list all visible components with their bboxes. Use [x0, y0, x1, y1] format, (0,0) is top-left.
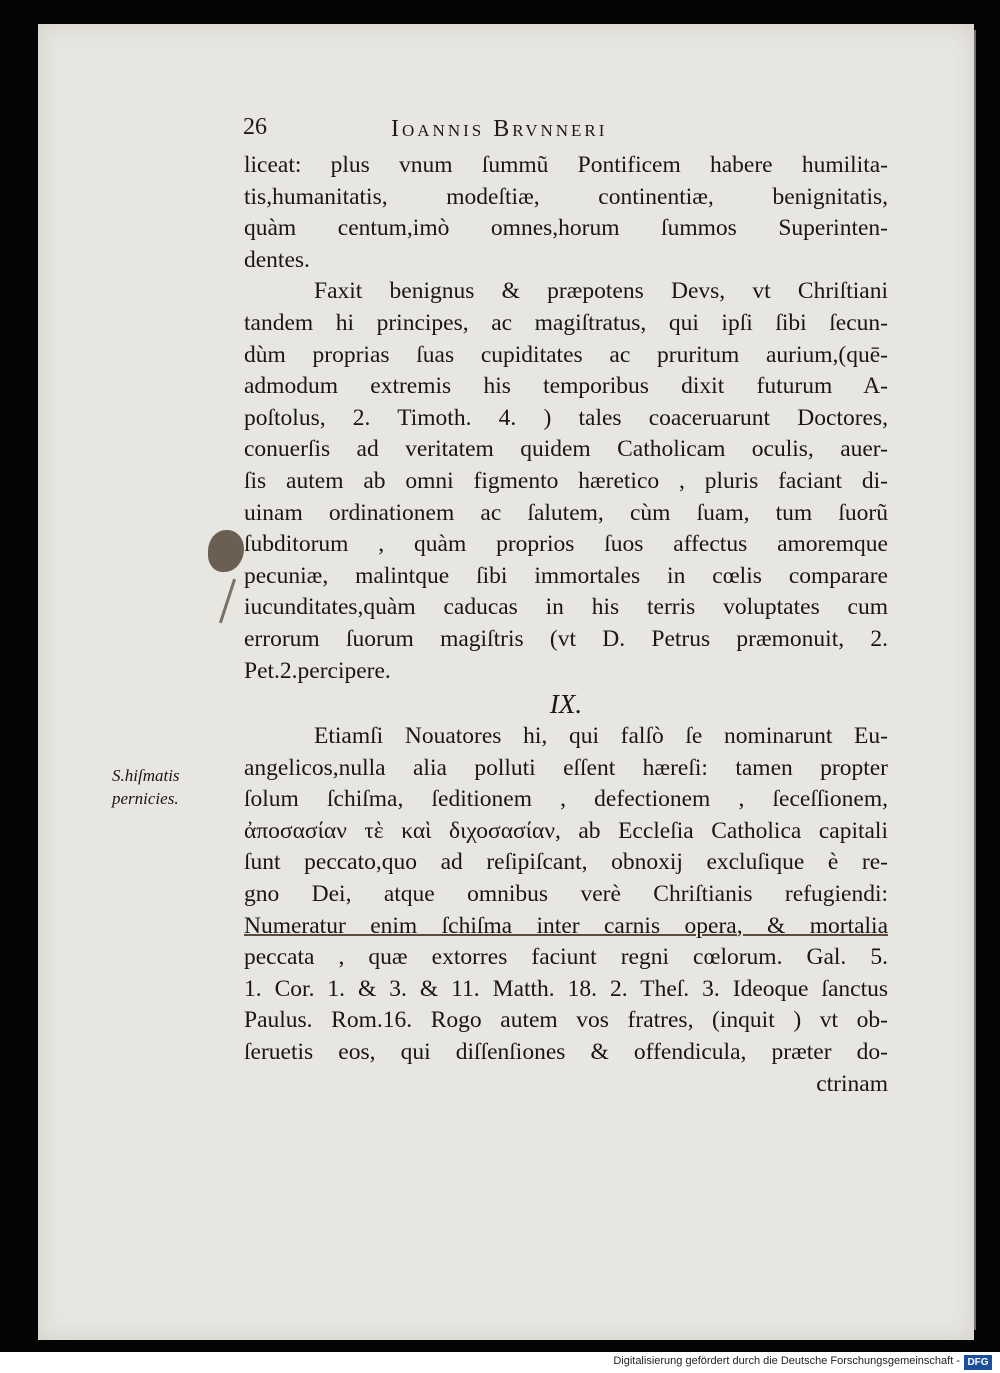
text-line: ſis autem ab omni figmento hæretico , pluris faciant di-: [244, 467, 888, 494]
text-line: poſtolus, 2. Timoth. 4. ) tales coaceruarunt Doctores,: [244, 404, 888, 431]
text-line: dùm proprias ſuas cupiditates ac pruritum aurium,(quē-: [244, 341, 888, 368]
text-line: conuerſis ad veritatem quidem Catholicam oculis, auer-: [244, 436, 888, 463]
running-head: [243, 114, 883, 148]
text-line: errorum ſuorum magiſtris (vt D. Petrus præmonuit, 2.: [244, 625, 888, 652]
text-line: gno Dei, atque omnibus verè Chriſtianis refugiendi:: [244, 881, 888, 908]
text-line: admodum extremis his temporibus dixit futurum A-: [244, 373, 888, 400]
text-line: tis,humanitatis, modeſtiæ, continentiæ, benignitatis,: [244, 183, 888, 210]
paragraph-2: [244, 276, 888, 687]
text-line: liceat: plus vnum ſummũ Pontificem habere humilita-: [244, 152, 888, 178]
text-line: Pet.2.percipere.: [244, 657, 391, 684]
text-line: pecuniæ, malintque ſibi immortales in cœlis comparare: [244, 562, 888, 589]
text-line: tandem hi principes, ac magiſtratus, qui ipſi ſibi ſecun-: [244, 309, 888, 336]
margin-note: [112, 764, 232, 810]
text-line: uinam ordinationem ac ſalutem, cùm ſuam, tum ſuorũ: [244, 499, 888, 526]
text-line: ſeruetis eos, qui diſſenſiones & offendicula, præter do-: [244, 1039, 888, 1066]
text-line: ſubditorum , quàm proprios ſuos affectus amoremque: [244, 531, 888, 558]
paragraph-1: [244, 150, 888, 276]
text-line: quàm centum,imò omnes,horum ſummos Superinten-: [244, 215, 888, 242]
text-line: 1. Cor. 1. & 3. & 11. Matth. 18. 2. Theſ. 3. Ideoque ſanctus: [244, 975, 888, 1002]
text-line-underlined: Numeratur enim ſchiſma inter carnis opera, & mortalia: [244, 912, 888, 939]
text-line: iucunditates,quàm caducas in his terris voluptates cum: [244, 594, 888, 621]
margin-note-line: S.hiſmatis: [112, 766, 180, 785]
text-line: Paulus. Rom.16. Rogo autem vos fratres, (inquit ) vt ob-: [244, 1007, 888, 1034]
text-line: ἀποσασίαν τὲ καὶ διχοσασίαν, ab Eccleſia Catholica capitali: [244, 817, 888, 844]
paragraph-3: [244, 721, 888, 1069]
page-number: 26: [243, 114, 267, 140]
margin-note-line: pernicies.: [112, 789, 179, 808]
text-line: ſunt peccato,quo ad reſipiſcant, obnoxij excluſique è re-: [244, 849, 888, 876]
text-line: Etiamſi Nouatores hi, qui falſò ſe nominarunt Eu-: [314, 723, 888, 750]
running-title: Ioannis Brvnneri: [391, 116, 608, 142]
main-text: [244, 150, 888, 1100]
text-line: peccata , quæ extorres faciunt regni cœlorum. Gal. 5.: [244, 944, 888, 971]
digitization-footer: [0, 1352, 1000, 1373]
text-line: dentes.: [244, 246, 310, 273]
text-line: Faxit benignus & præpotens Devs, vt Chriſtiani: [314, 278, 888, 305]
dfg-logo: DFG: [964, 1355, 992, 1370]
section-numeral: IX.: [549, 689, 583, 720]
text-line: angelicos,nulla alia polluti eſſent hæreſi: tamen propter: [244, 754, 888, 781]
catchword: ctrinam: [816, 1070, 888, 1097]
funding-credit: Digitalisierung gefördert durch die Deutsche Forschungsgemeinschaft -: [613, 1355, 960, 1367]
text-line: ſolum ſchiſma, ſeditionem , defectionem , ſeceſſionem,: [244, 786, 888, 813]
